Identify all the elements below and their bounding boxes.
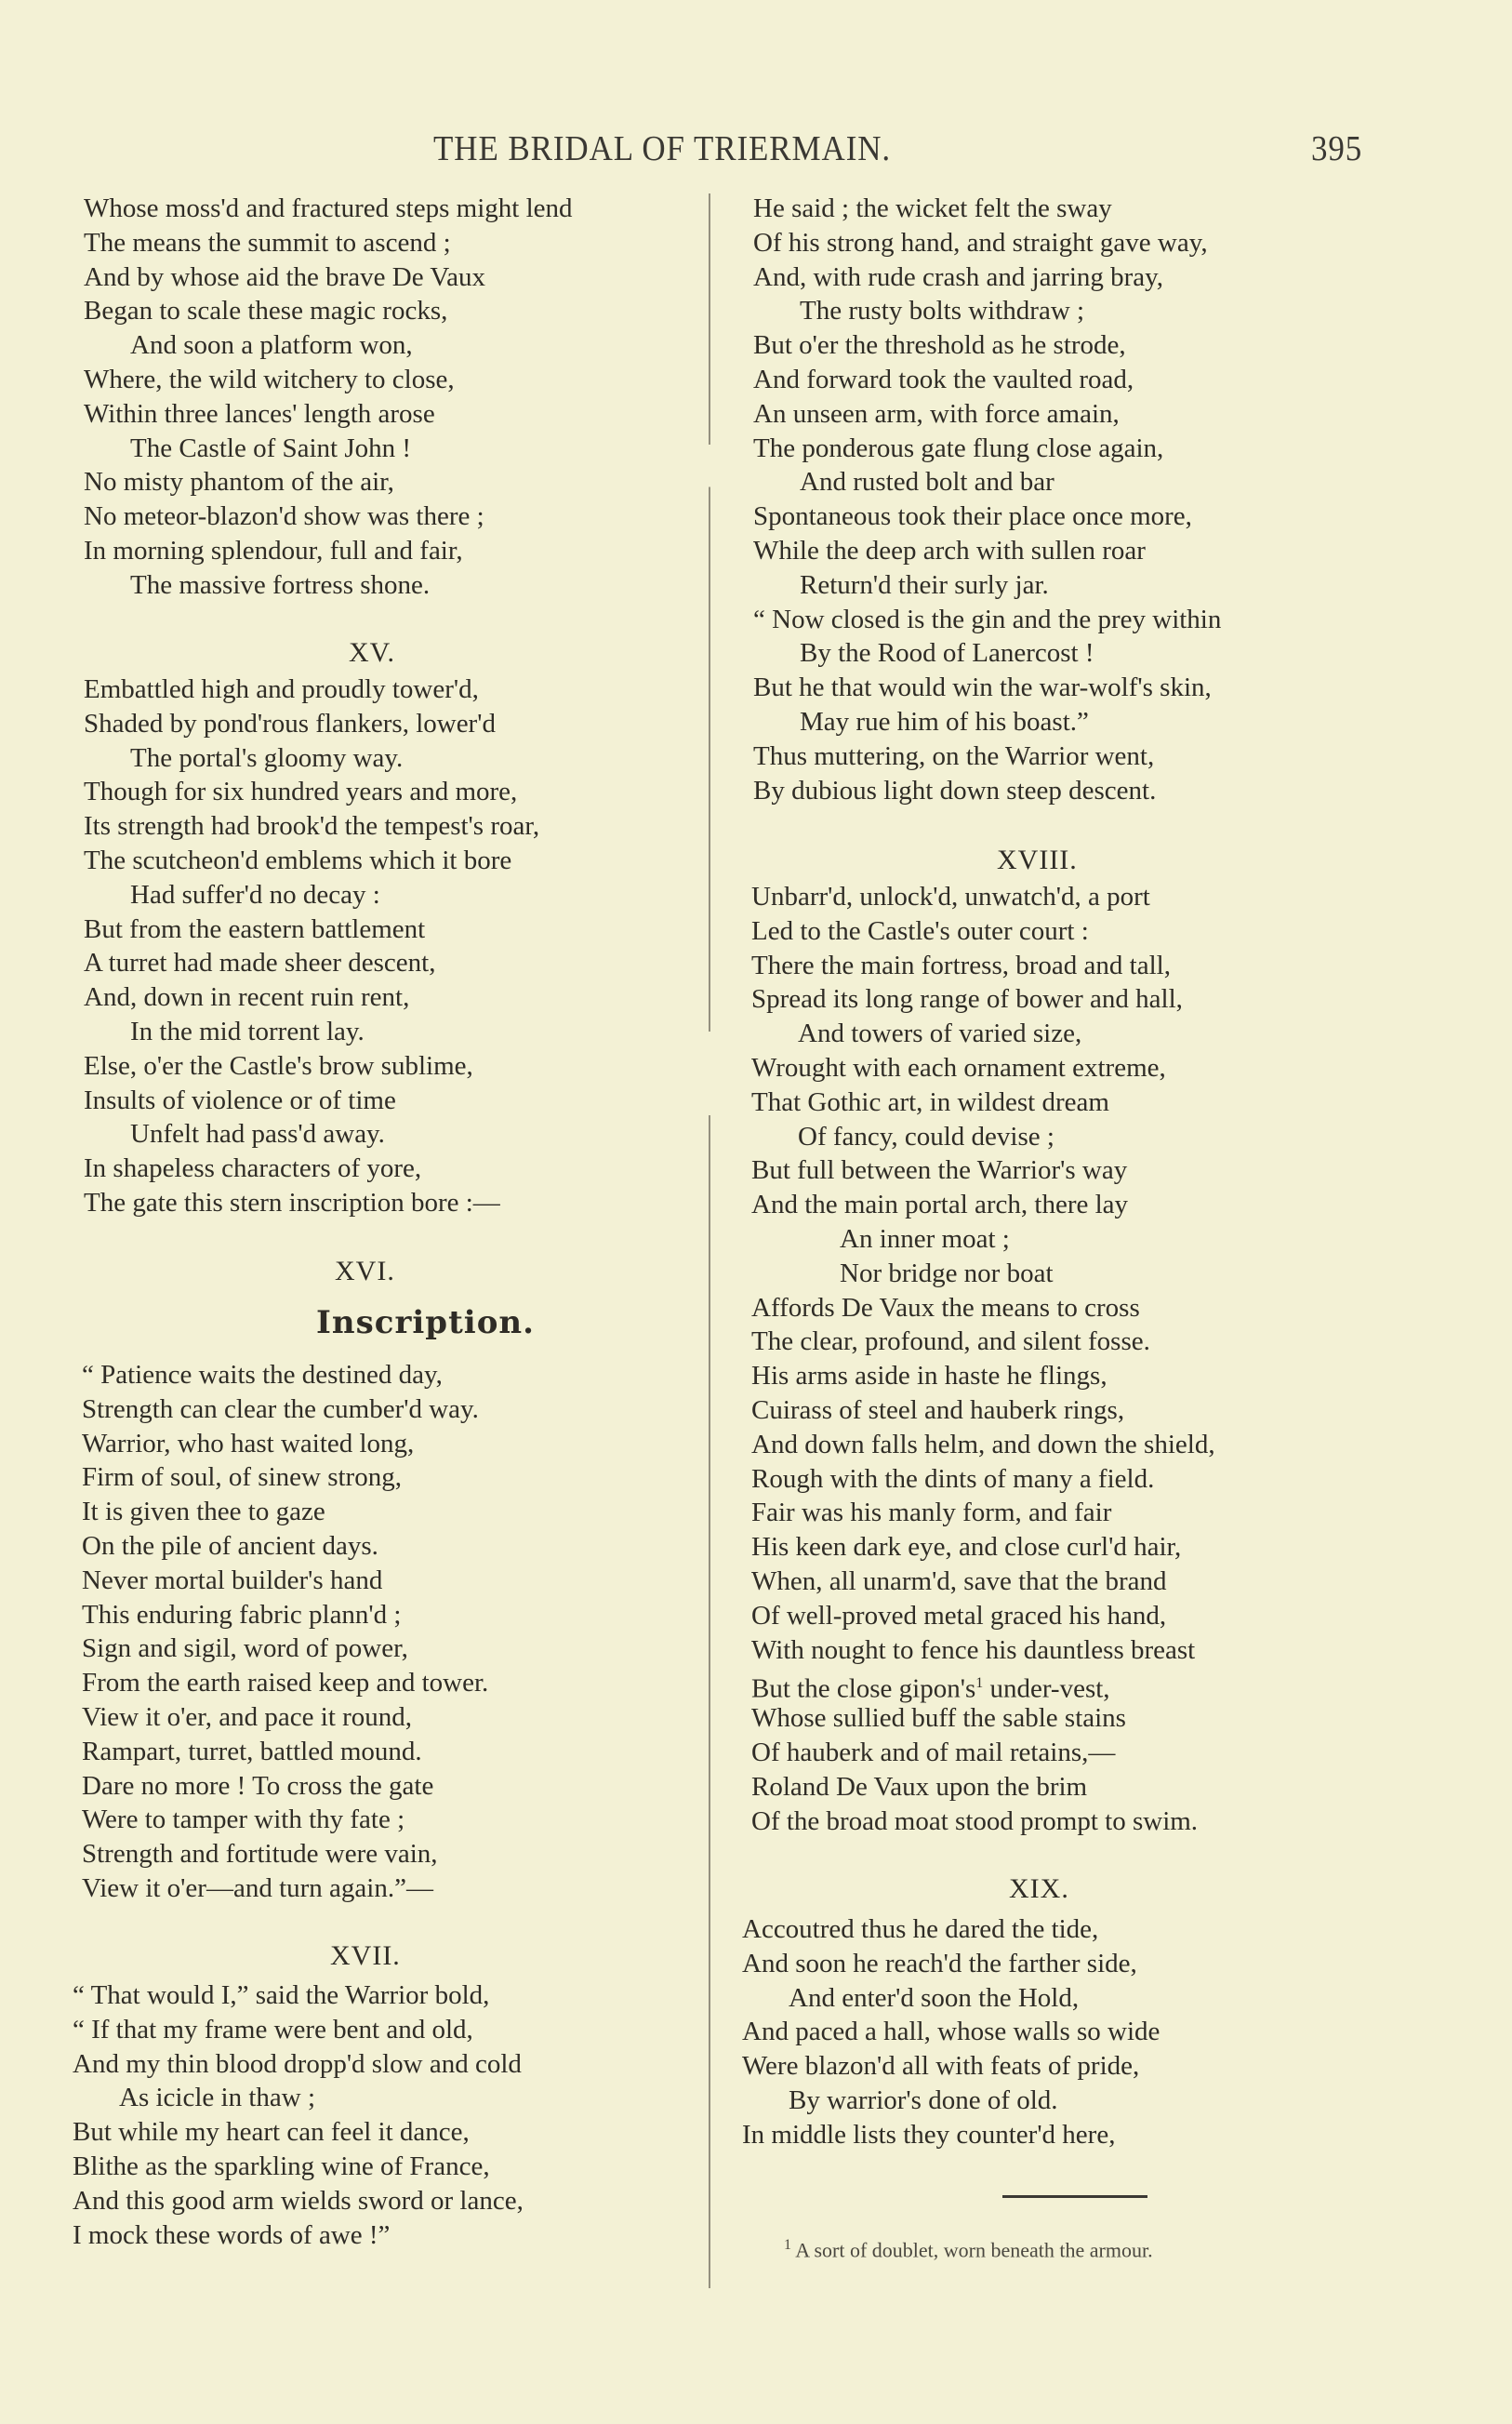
verse-line: By warrior's done of old. — [789, 2084, 1058, 2115]
stanza-xviii — [751, 880, 1215, 1838]
verse-line: Nor bridge nor boat — [840, 1258, 1054, 1288]
verse-line: Unfelt had pass'd away. — [130, 1119, 385, 1150]
verse-line: Unbarr'd, unlock'd, unwatch'd, a port — [751, 882, 1150, 912]
verse-line: View it o'er, and pace it round, — [82, 1701, 413, 1732]
footnote — [784, 2237, 1153, 2262]
verse-line: While the deep arch with sullen roar — [753, 535, 1146, 566]
verse-text: But the close gipon's — [751, 1673, 976, 1704]
verse-line: Though for six hundred years and more, — [84, 777, 518, 807]
verse-line: As icicle in thaw ; — [119, 2083, 316, 2113]
verse-line: With nought to fence his dauntless breast — [751, 1634, 1196, 1665]
verse-line: Cuirass of steel and hauberk rings, — [751, 1394, 1125, 1425]
section-heading-xix: XIX. — [1009, 1873, 1069, 1904]
verse-line: His keen dark eye, and close curl'd hair, — [751, 1532, 1182, 1563]
verse-line: And soon he reach'd the farther side, — [742, 1948, 1137, 1978]
verse-line: In the mid torrent lay. — [130, 1016, 365, 1046]
verse-line: And, with rude crash and jarring bray, — [753, 261, 1164, 292]
verse-line: And soon a platform won, — [130, 330, 413, 361]
verse-line: Else, o'er the Castle's brow sublime, — [84, 1050, 473, 1081]
verse-line: From the earth raised keep and tower. — [82, 1668, 489, 1698]
verse-line: Of his strong hand, and straight gave way, — [753, 227, 1208, 258]
verse-line: Shaded by pond'rous flankers, lower'd — [84, 708, 496, 739]
verse-line: Rampart, turret, battled mound. — [82, 1736, 422, 1766]
verse-line: Embattled high and proudly tower'd, — [84, 674, 479, 704]
verse-line: May rue him of his boast.” — [800, 706, 1089, 737]
verse-line: Rough with the dints of many a field. — [751, 1463, 1155, 1494]
verse-line: The portal's gloomy way. — [130, 742, 404, 773]
section-heading-xvi: XVI. — [335, 1256, 395, 1286]
verse-line — [751, 1667, 1215, 1704]
section-heading-xv: XV. — [349, 637, 395, 668]
footnote-marker: 1 — [784, 2237, 791, 2253]
verse-line: And paced a hall, whose walls so wide — [742, 2017, 1161, 2047]
verse-line: Whose moss'd and fractured steps might lend — [84, 193, 573, 223]
verse-line: But while my heart can feel it dance, — [73, 2117, 470, 2148]
verse-line: Warrior, who hast waited long, — [82, 1428, 415, 1458]
verse-line: And, down in recent ruin rent, — [84, 982, 410, 1013]
verse-line: Whose sullied buff the sable stains — [751, 1703, 1126, 1734]
verse-line: And rusted bolt and bar — [800, 467, 1054, 498]
verse-line: I mock these words of awe !” — [73, 2219, 391, 2250]
verse-line: Where, the wild witchery to close, — [84, 364, 455, 394]
verse-line: An inner moat ; — [840, 1223, 1010, 1254]
verse-line: But he that would win the war-wolf's skin, — [753, 673, 1212, 703]
verse-line: A turret had made sheer descent, — [84, 948, 436, 979]
verse-line: Strength can clear the cumber'd way. — [82, 1393, 479, 1424]
verse-line: Of hauberk and of mail retains,— — [751, 1737, 1116, 1767]
footnote-reference: 1 — [975, 1675, 984, 1692]
verse-line: Strength and fortitude were vain, — [82, 1839, 438, 1870]
verse-line: Wrought with each ornament extreme, — [751, 1052, 1166, 1083]
verse-line: In shapeless characters of yore, — [84, 1153, 422, 1184]
verse-line: And towers of varied size, — [798, 1019, 1082, 1049]
verse-line: Return'd their surly jar. — [800, 569, 1049, 600]
verse-line: By the Rood of Lanercost ! — [800, 638, 1094, 669]
verse-line: The means the summit to ascend ; — [84, 227, 451, 258]
verse-line: And forward took the vaulted road, — [753, 364, 1134, 394]
running-title: THE BRIDAL OF TRIERMAIN. — [433, 129, 892, 168]
verse-line: Dare no more ! To cross the gate — [82, 1770, 434, 1801]
verse-line: “ That would I,” said the Warrior bold, — [73, 1980, 490, 2010]
verse-line: And down falls helm, and down the shield, — [751, 1429, 1215, 1459]
verse-line: Had suffer'd no decay : — [130, 879, 380, 910]
verse-line: Never mortal builder's hand — [82, 1565, 383, 1595]
verse-line: In morning splendour, full and fair, — [84, 535, 463, 566]
verse-line: He said ; the wicket felt the sway — [753, 193, 1112, 223]
verse-line: And by whose aid the brave De Vaux — [84, 261, 485, 292]
verse-line: Fair was his manly form, and fair — [751, 1498, 1112, 1528]
verse-line: Led to the Castle's outer court : — [751, 915, 1089, 946]
verse-line: This enduring fabric plann'd ; — [82, 1599, 402, 1630]
page-number: 395 — [1311, 129, 1363, 168]
verse-line: It is given thee to gaze — [82, 1497, 325, 1527]
stanza-xix — [742, 1912, 1160, 2152]
verse-line: The gate this stern inscription bore :— — [84, 1187, 500, 1218]
verse-line: Blithe as the sparkling wine of France, — [73, 2151, 490, 2181]
verse-line: The ponderous gate flung close again, — [753, 433, 1164, 463]
verse-line: And my thin blood dropp'd slow and cold — [73, 2048, 522, 2079]
footnote-rule — [1002, 2195, 1147, 2198]
stanza-right-1 — [753, 192, 1221, 807]
verse-line: Its strength had brook'd the tempest's roar, — [84, 811, 540, 842]
verse-line: No meteor-blazon'd show was there ; — [84, 501, 484, 532]
verse-text: under-vest, — [983, 1673, 1110, 1704]
stanza-xvii — [73, 1978, 524, 2252]
verse-line: And enter'd soon the Hold, — [789, 1982, 1080, 2013]
verse-line: “ If that my frame were bent and old, — [73, 2014, 473, 2044]
stanza-left-1 — [84, 192, 573, 603]
verse-line: Of well-proved metal graced his hand, — [751, 1600, 1167, 1631]
verse-line: His arms aside in haste he flings, — [751, 1361, 1107, 1392]
verse-line: That Gothic art, in wildest dream — [751, 1086, 1109, 1117]
verse-line: But full between the Warrior's way — [751, 1155, 1128, 1186]
verse-line: On the pile of ancient days. — [82, 1530, 378, 1561]
verse-line: And this good arm wields sword or lance, — [73, 2185, 524, 2216]
verse-line: The Castle of Saint John ! — [130, 433, 412, 463]
verse-line: Insults of violence or of time — [84, 1085, 396, 1115]
verse-line: Were blazon'd all with feats of pride, — [742, 2051, 1140, 2082]
verse-line: Accoutred thus he dared the tide, — [742, 1914, 1099, 1944]
verse-line: Within three lances' length arose — [84, 398, 435, 429]
verse-line: An unseen arm, with force amain, — [753, 398, 1120, 429]
verse-line: The scutcheon'd emblems which it bore — [84, 845, 512, 875]
verse-line: Began to scale these magic rocks, — [84, 296, 448, 326]
verse-line: Sign and sigil, word of power, — [82, 1633, 408, 1664]
verse-line: Affords De Vaux the means to cross — [751, 1292, 1140, 1323]
verse-line: In middle lists they counter'd here, — [742, 2119, 1116, 2150]
verse-line: And the main portal arch, there lay — [751, 1190, 1129, 1220]
verse-line: The massive fortress shone. — [130, 569, 431, 600]
inscription-heading: Inscription. — [316, 1304, 535, 1341]
verse-line: Of fancy, could devise ; — [798, 1121, 1054, 1152]
verse-line: Were to tamper with thy fate ; — [82, 1805, 405, 1835]
section-heading-xviii: XVIII. — [997, 845, 1078, 875]
column-divider — [709, 193, 710, 2288]
verse-line: No misty phantom of the air, — [84, 467, 394, 498]
stanza-xvi — [82, 1358, 488, 1906]
verse-line: “ Patience waits the destined day, — [82, 1360, 443, 1390]
verse-line: Spread its long range of bower and hall, — [751, 984, 1183, 1015]
verse-line: View it o'er—and turn again.”— — [82, 1872, 433, 1903]
verse-line: By dubious light down steep descent. — [753, 775, 1157, 806]
verse-line: Of the broad moat stood prompt to swim. — [751, 1805, 1199, 1836]
verse-line: Spontaneous took their place once more, — [753, 501, 1192, 532]
footnote-text: A sort of doublet, worn beneath the armour. — [795, 2238, 1153, 2262]
verse-line: Thus muttering, on the Warrior went, — [753, 740, 1155, 771]
verse-line: When, all unarm'd, save that the brand — [751, 1565, 1167, 1596]
verse-line: “ Now closed is the gin and the prey within — [753, 604, 1222, 634]
verse-line: The clear, profound, and silent fosse. — [751, 1326, 1150, 1357]
stanza-xv — [84, 673, 539, 1220]
verse-line: But o'er the threshold as he strode, — [753, 330, 1126, 361]
section-heading-xvii: XVII. — [330, 1940, 401, 1971]
verse-line: The rusty bolts withdraw ; — [800, 296, 1085, 326]
verse-line: There the main fortress, broad and tall, — [751, 950, 1171, 980]
verse-line: Firm of soul, of sinew strong, — [82, 1462, 402, 1493]
verse-line: Roland De Vaux upon the brim — [751, 1771, 1088, 1802]
verse-line: But from the eastern battlement — [84, 913, 426, 944]
